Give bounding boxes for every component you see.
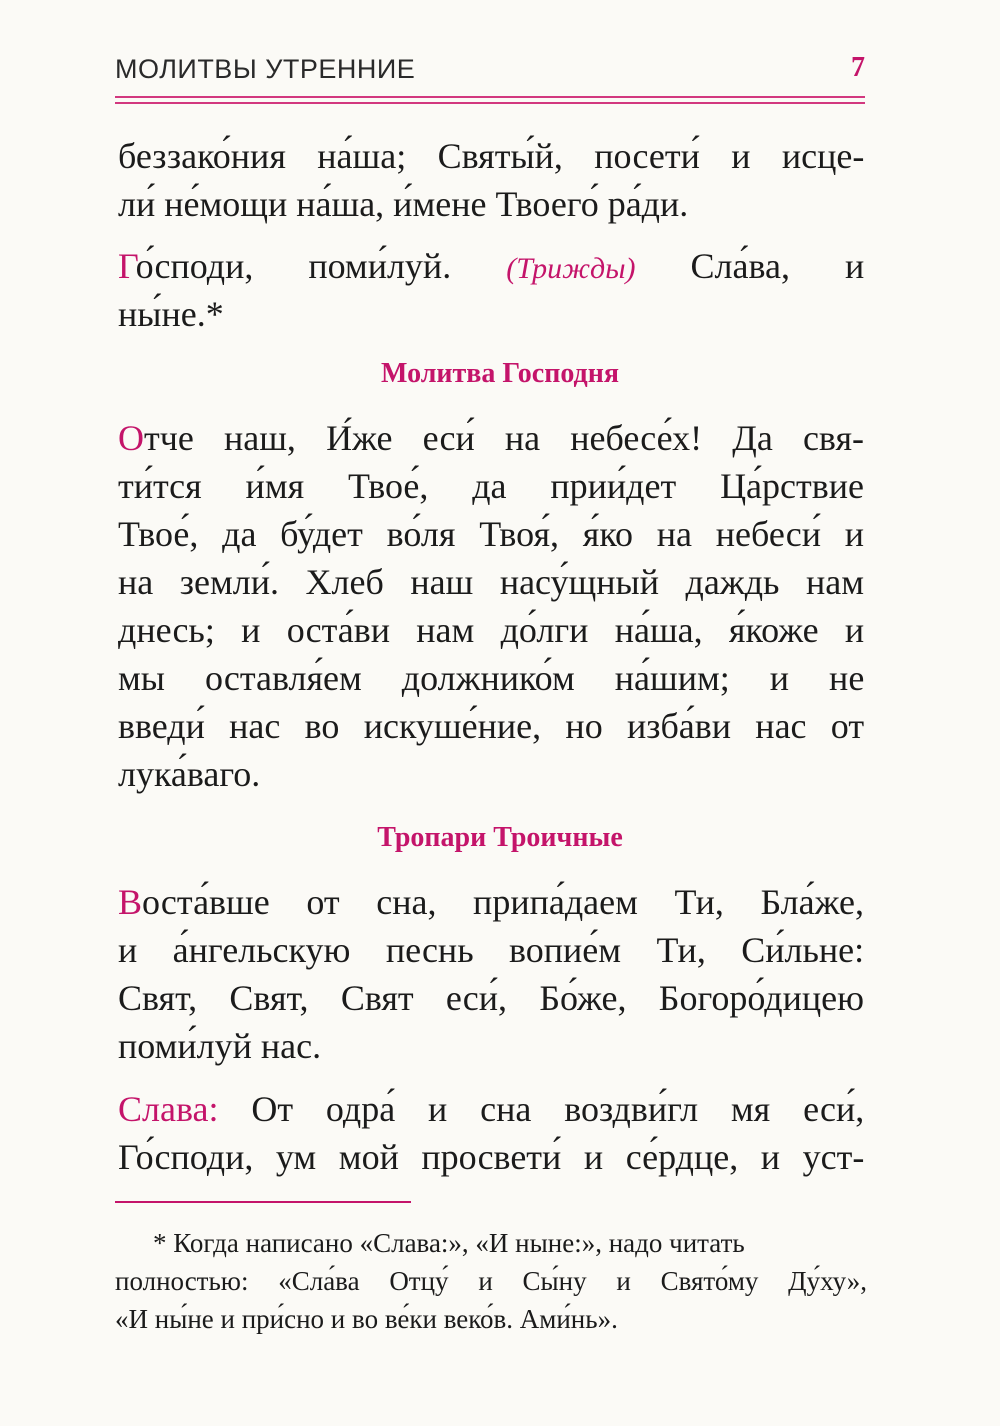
text-line: днесь; и оста́ви нам до́лги на́ша, я́коже и bbox=[118, 610, 865, 650]
header-rule-top bbox=[115, 96, 865, 98]
footnote-line: полностью: «Сла́ва Отцу́ и Сы́ну и Свято́му Ду́ху», bbox=[115, 1266, 867, 1296]
section-heading-troparia: Тропари Троичные bbox=[377, 822, 623, 853]
text-line: Твое́, да бу́дет во́ля Твоя́, я́ко на небеси́ и bbox=[118, 514, 864, 554]
red-initial: О bbox=[118, 418, 144, 458]
text-line bbox=[118, 1085, 864, 1133]
paragraph-troparion-1 bbox=[118, 878, 864, 1070]
text-line: лука́ваго. bbox=[118, 754, 261, 794]
text-line bbox=[118, 878, 864, 926]
paragraph-lords-prayer bbox=[118, 414, 864, 798]
header-rule-bottom bbox=[115, 102, 865, 104]
footnote bbox=[115, 1224, 867, 1338]
text-segment: От одра́ и сна воздви́гл мя еси́, bbox=[251, 1089, 865, 1129]
text-line bbox=[118, 414, 864, 462]
text-line: Свят, Свят, Свят еси́, Бо́же, Богоро́дицею bbox=[118, 978, 864, 1018]
footnote-line: * Когда написано «Слава:», «И ныне:», надо читать bbox=[153, 1228, 745, 1258]
footnote-line: «И ны́не и при́сно и во ве́ки веко́в. Ами́нь». bbox=[115, 1304, 618, 1334]
text-line: ли́ не́мощи на́ша, и́мене Твоего́ ра́ди. bbox=[118, 184, 689, 224]
text-line: ны́не.* bbox=[118, 294, 224, 334]
page-number: 7 bbox=[851, 52, 865, 83]
paragraph-continuation bbox=[118, 132, 864, 228]
paragraph-troparion-2 bbox=[118, 1085, 864, 1181]
text-line: и а́нгельскую песнь вопие́м Ти, Си́льне: bbox=[118, 930, 865, 970]
text-line: поми́луй нас. bbox=[118, 1026, 322, 1066]
footnote-rule bbox=[115, 1201, 411, 1203]
section-heading-lords-prayer: Молитва Господня bbox=[381, 358, 619, 389]
text-segment: Сла́ва, и bbox=[690, 246, 865, 286]
red-initial: В bbox=[118, 882, 143, 922]
rubric-thrice: (Трижды) bbox=[506, 252, 636, 285]
red-label-slava: Слава: bbox=[118, 1089, 219, 1129]
red-initial: Г bbox=[118, 246, 136, 286]
text-line: Го́споди, ум мой просвети́ и се́рдце, и уст- bbox=[118, 1137, 865, 1177]
running-title: МОЛИТВЫ УТРЕННИЕ bbox=[115, 54, 416, 84]
text-line: мы оставля́ем должнико́м на́шим; и не bbox=[118, 658, 865, 698]
page-header bbox=[115, 52, 865, 92]
paragraph-gospodi-pomiluy bbox=[118, 242, 864, 338]
text-line: ти́тся и́мя Твое́, да прии́дет Ца́рствие bbox=[118, 466, 864, 506]
text-segment: тче наш, И́же еси́ на небесе́х! Да свя- bbox=[144, 418, 864, 458]
text-line bbox=[118, 242, 864, 290]
text-segment: оста́вше от сна, припа́даем Ти, Бла́же, bbox=[142, 882, 864, 922]
text-line: беззако́ния на́ша; Святы́й, посети́ и исце- bbox=[118, 136, 865, 176]
text-line: введи́ нас во искуше́ние, но изба́ви нас от bbox=[118, 706, 865, 746]
text-line: на земли́. Хлеб наш насу́щный даждь нам bbox=[118, 562, 864, 602]
text-segment: о́споди, поми́луй. bbox=[135, 246, 452, 286]
